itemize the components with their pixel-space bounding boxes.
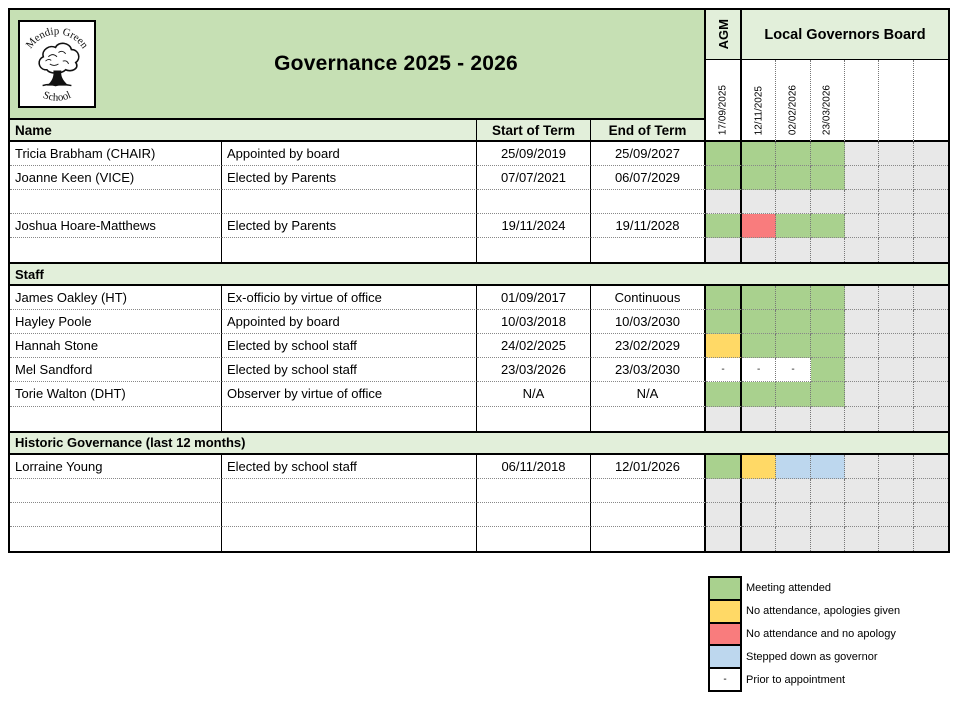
attendance-cell[interactable] [776,479,810,503]
attendance-cell[interactable] [879,358,913,382]
attendance-cell[interactable]: - [742,358,776,382]
attendance-cell[interactable] [879,527,913,551]
attendance-cell[interactable] [811,407,845,431]
end-of-term-cell[interactable]: 12/01/2026 [591,455,706,479]
attendance-cell-agm[interactable] [706,479,742,503]
attendance-cell[interactable] [776,455,810,479]
attendance-cell[interactable] [742,382,776,406]
attendance-cell-agm[interactable] [706,286,742,310]
appointment-cell[interactable]: Ex-officio by virtue of office [222,286,477,310]
attendance-cell-agm[interactable] [706,310,742,334]
start-of-term-cell[interactable]: 19/11/2024 [477,214,591,238]
end-of-term-cell[interactable] [591,190,706,214]
attendance-cell[interactable] [776,310,810,334]
attendance-cell[interactable] [845,527,879,551]
end-of-term-cell[interactable]: 23/02/2029 [591,334,706,358]
start-of-term-cell[interactable] [477,190,591,214]
governor-name-cell[interactable] [10,407,222,431]
appointment-cell[interactable]: Appointed by board [222,142,477,166]
attendance-cell[interactable] [811,310,845,334]
column-header-start-of-term: Start of Term [477,120,591,142]
local-governors-board-header: Local Governors Board [742,10,948,60]
legend-swatch-prior-to-appointment: - [708,667,742,692]
attendance-cell[interactable] [914,142,948,166]
attendance-cell[interactable] [776,142,810,166]
governor-name-cell[interactable]: Hayley Poole [10,310,222,334]
attendance-legend [708,576,900,692]
attendance-cell-agm[interactable]: - [706,358,742,382]
attendance-cell[interactable] [914,214,948,238]
appointment-cell[interactable] [222,407,477,431]
legend-label: Prior to appointment [746,673,846,686]
attendance-cell[interactable] [811,358,845,382]
governor-name-cell[interactable] [10,527,222,551]
end-of-term-cell[interactable] [591,407,706,431]
attendance-cell[interactable] [914,310,948,334]
attendance-cell[interactable] [845,455,879,479]
legend-swatch-stepped-down [708,644,742,669]
start-of-term-cell[interactable] [477,407,591,431]
attendance-cell[interactable] [845,382,879,406]
attendance-cell[interactable] [742,214,776,238]
end-of-term-cell[interactable] [591,238,706,262]
attendance-cell[interactable] [742,238,776,262]
governor-name-cell[interactable]: Mel Sandford [10,358,222,382]
attendance-cell[interactable] [845,190,879,214]
meeting-date-empty [914,60,948,142]
attendance-cell[interactable] [776,166,810,190]
attendance-cell[interactable] [879,334,913,358]
appointment-cell[interactable]: Elected by school staff [222,358,477,382]
attendance-cell[interactable] [914,382,948,406]
governance-table [8,8,950,553]
attendance-cell[interactable] [811,286,845,310]
legend-row [708,599,900,624]
attendance-cell[interactable] [845,142,879,166]
attendance-cell[interactable] [776,334,810,358]
attendance-cell[interactable] [914,527,948,551]
attendance-cell[interactable] [811,479,845,503]
legend-row [708,622,900,647]
attendance-cell-agm[interactable] [706,455,742,479]
attendance-cell[interactable] [776,407,810,431]
start-of-term-cell[interactable]: 06/11/2018 [477,455,591,479]
legend-swatch-apologies [708,599,742,624]
attendance-cell[interactable] [845,286,879,310]
attendance-cell[interactable] [811,214,845,238]
attendance-cell[interactable] [776,527,810,551]
attendance-cell[interactable] [742,142,776,166]
end-of-term-cell[interactable]: 19/11/2028 [591,214,706,238]
attendance-cell[interactable] [776,214,810,238]
agm-label: AGM [715,19,731,50]
governor-name-cell[interactable]: Joanne Keen (VICE) [10,166,222,190]
attendance-cell[interactable] [879,503,913,527]
attendance-cell[interactable] [742,190,776,214]
attendance-cell[interactable] [914,455,948,479]
end-of-term-cell[interactable] [591,479,706,503]
governor-name-cell[interactable]: Hannah Stone [10,334,222,358]
appointment-cell[interactable] [222,479,477,503]
appointment-cell[interactable] [222,238,477,262]
attendance-cell[interactable] [845,310,879,334]
attendance-cell[interactable] [879,286,913,310]
legend-label: No attendance and no apology [746,627,896,640]
end-of-term-cell[interactable] [591,527,706,551]
attendance-cell[interactable] [845,214,879,238]
attendance-cell[interactable] [914,407,948,431]
end-of-term-cell[interactable] [591,503,706,527]
attendance-cell[interactable] [811,382,845,406]
attendance-cell[interactable] [914,286,948,310]
attendance-cell[interactable] [845,166,879,190]
attendance-cell-agm[interactable] [706,190,742,214]
start-of-term-cell[interactable] [477,238,591,262]
attendance-cell[interactable] [879,407,913,431]
attendance-cell[interactable] [914,238,948,262]
end-of-term-cell[interactable]: 23/03/2030 [591,358,706,382]
meeting-date: 02/02/2026 [776,60,810,142]
attendance-cell[interactable] [845,238,879,262]
meeting-date-empty [845,60,879,142]
start-of-term-cell[interactable] [477,503,591,527]
start-of-term-cell[interactable]: 07/07/2021 [477,166,591,190]
governor-name-cell[interactable]: Joshua Hoare-Matthews [10,214,222,238]
attendance-cell[interactable] [742,286,776,310]
attendance-cell[interactable] [879,190,913,214]
attendance-cell-agm[interactable] [706,503,742,527]
attendance-cell[interactable] [879,479,913,503]
attendance-cell[interactable] [811,455,845,479]
attendance-cell[interactable] [914,166,948,190]
attendance-cell[interactable] [811,503,845,527]
attendance-cell[interactable] [742,479,776,503]
appointment-cell[interactable] [222,527,477,551]
attendance-cell[interactable] [811,334,845,358]
end-of-term-cell[interactable]: 06/07/2029 [591,166,706,190]
svg-text:School [41,89,72,104]
attendance-cell[interactable] [776,238,810,262]
meeting-date: 23/03/2026 [811,60,845,142]
attendance-cell[interactable] [879,142,913,166]
legend-swatch-no-apology [708,622,742,647]
legend-label: No attendance, apologies given [746,605,901,618]
appointment-cell[interactable] [222,503,477,527]
attendance-cell[interactable] [845,479,879,503]
attendance-cell[interactable] [776,286,810,310]
school-logo-image [21,22,93,106]
governor-name-cell[interactable]: Lorraine Young [10,455,222,479]
meeting-date-agm: 17/09/2025 [706,60,742,142]
start-of-term-cell[interactable]: 23/03/2026 [477,358,591,382]
attendance-cell-agm[interactable] [706,407,742,431]
appointment-cell[interactable]: Elected by Parents [222,214,477,238]
governor-name-cell[interactable]: James Oakley (HT) [10,286,222,310]
start-of-term-cell[interactable] [477,527,591,551]
legend-label: Meeting attended [746,582,832,595]
governor-name-cell[interactable]: Torie Walton (DHT) [10,382,222,406]
start-of-term-cell[interactable]: 10/03/2018 [477,310,591,334]
appointment-cell[interactable]: Elected by school staff [222,334,477,358]
title-banner [10,10,706,120]
attendance-cell[interactable] [742,455,776,479]
attendance-cell[interactable] [811,166,845,190]
column-header-name: Name [10,120,477,142]
tree-icon [39,43,79,85]
end-of-term-cell[interactable]: 10/03/2030 [591,310,706,334]
end-of-term-cell[interactable]: Continuous [591,286,706,310]
attendance-cell[interactable] [845,503,879,527]
attendance-cell-agm[interactable] [706,142,742,166]
appointment-cell[interactable]: Appointed by board [222,310,477,334]
legend-row [708,644,900,669]
attendance-cell[interactable] [811,238,845,262]
school-logo [18,20,96,108]
attendance-cell-agm[interactable] [706,166,742,190]
attendance-cell[interactable] [742,527,776,551]
attendance-cell[interactable] [914,479,948,503]
attendance-cell[interactable] [742,310,776,334]
attendance-cell[interactable]: - [776,358,810,382]
governor-name-cell[interactable] [10,479,222,503]
attendance-cell[interactable] [879,238,913,262]
logo-arc-top-text: Mendip Green [23,25,91,51]
governor-name-cell[interactable] [10,503,222,527]
attendance-cell[interactable] [914,334,948,358]
attendance-cell[interactable] [879,382,913,406]
section-header-staff: Staff [10,262,948,286]
start-of-term-cell[interactable]: 24/02/2025 [477,334,591,358]
attendance-cell[interactable] [845,407,879,431]
end-of-term-cell[interactable]: 25/09/2027 [591,142,706,166]
attendance-cell[interactable] [879,455,913,479]
legend-row [708,667,900,692]
attendance-cell[interactable] [742,407,776,431]
governor-name-cell[interactable] [10,238,222,262]
attendance-cell[interactable] [776,190,810,214]
legend-row [708,576,900,601]
meeting-date-empty [879,60,913,142]
attendance-cell[interactable] [879,310,913,334]
appointment-cell[interactable]: Elected by school staff [222,455,477,479]
end-of-term-cell[interactable]: N/A [591,382,706,406]
attendance-cell[interactable] [776,382,810,406]
governor-name-cell[interactable] [10,190,222,214]
legend-swatch-attended [708,576,742,601]
attendance-cell[interactable] [914,503,948,527]
attendance-cell-agm[interactable] [706,382,742,406]
attendance-cell[interactable] [811,142,845,166]
attendance-cell[interactable] [914,190,948,214]
attendance-cell[interactable] [776,503,810,527]
attendance-cell[interactable] [742,503,776,527]
attendance-cell[interactable] [811,190,845,214]
agm-column-header [706,10,742,60]
attendance-cell[interactable] [742,334,776,358]
logo-arc-bottom-text: School [41,89,73,104]
appointment-cell[interactable] [222,190,477,214]
start-of-term-cell[interactable]: N/A [477,382,591,406]
legend-label: Stepped down as governor [746,650,878,663]
attendance-cell[interactable] [879,166,913,190]
attendance-cell-agm[interactable] [706,527,742,551]
appointment-cell[interactable]: Observer by virtue of office [222,382,477,406]
column-header-end-of-term: End of Term [591,120,706,142]
attendance-cell[interactable] [845,334,879,358]
appointment-cell[interactable]: Elected by Parents [222,166,477,190]
start-of-term-cell[interactable] [477,479,591,503]
attendance-cell[interactable] [742,166,776,190]
attendance-cell-agm[interactable] [706,334,742,358]
start-of-term-cell[interactable]: 25/09/2019 [477,142,591,166]
attendance-cell-agm[interactable] [706,214,742,238]
attendance-cell[interactable] [914,358,948,382]
start-of-term-cell[interactable]: 01/09/2017 [477,286,591,310]
meeting-date: 12/11/2025 [742,60,776,142]
governor-name-cell[interactable]: Tricia Brabham (CHAIR) [10,142,222,166]
attendance-cell[interactable] [845,358,879,382]
section-header-historic-governance: Historic Governance (last 12 months) [10,431,948,455]
attendance-cell[interactable] [879,214,913,238]
page-title: Governance 2025 - 2026 [274,52,518,75]
attendance-cell-agm[interactable] [706,238,742,262]
attendance-cell[interactable] [811,527,845,551]
